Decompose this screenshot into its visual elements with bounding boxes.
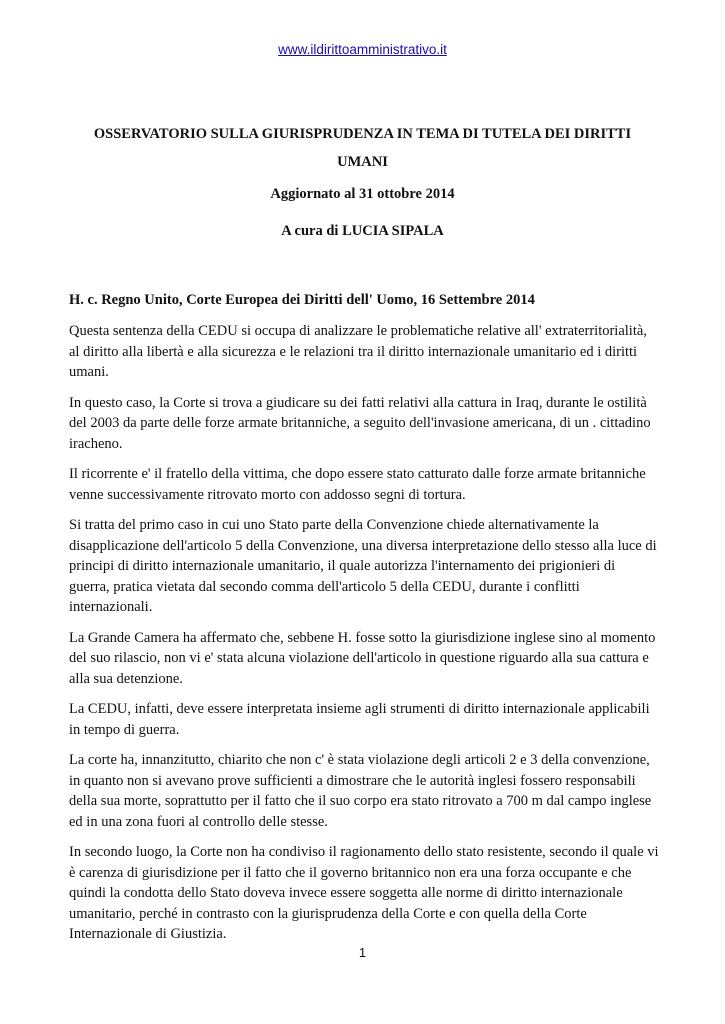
case-heading: H. c. Regno Unito, Corte Europea dei Diritti dell' Uomo, 16 Settembre 2014 [69,292,535,308]
updated-date: Aggiornato al 31 ottobre 2014 [270,186,455,202]
paragraph: Questa sentenza della CEDU si occupa di analizzare le problematiche relative all' extraterritorialità, al diritto alla libertà e alla sicurezza e le relazioni tra il diritto internazionale umanitario ed i diritti umani. [69,323,647,380]
paragraph: Il ricorrente e' il fratello della vittima, che dopo essere stato catturato dalle forze armate britanniche venne successivamente ritrovato morto con addosso segni di tortura. [69,466,646,503]
paragraph: In secondo luogo, la Corte non ha condiviso il ragionamento dello stato resistente, secondo il quale vi è carenza di giurisdizione per il fatto che il governo britannico non era una forza occupante e che quindi la condotta dello Stato doveva invece essere soggetta alle norme di diritto internazionale umanitario, perché in contrasto con la giurisprudenza della Corte e con quella della Corte Internazionale di Giustizia. [69,844,659,942]
paragraph: Si tratta del primo caso in cui uno Stato parte della Convenzione chiede alternativamente la disapplicazione dell'articolo 5 della Convenzione, una diversa interpretazione dello stesso alla luce di principi di diritto internazionale umanitario, il quale autorizza l'internamento dei prigionieri di guerra, pratica vietata dal secondo comma dell'articolo 5 della CEDU, durante i conflitti internazionali. [69,517,657,615]
page-number: 1 [358,945,367,960]
document-body [69,321,659,955]
paragraph: La Grande Camera ha affermato che, sebbene H. fosse sotto la giurisdizione inglese sino al momento del suo rilascio, non vi e' stata alcuna violazione dell'articolo in questione riguardo alla sua cattura e alla sua detenzione. [69,629,656,687]
paragraph: In questo caso, la Corte si trova a giudicare su dei fatti relativi alla cattura in Iraq, durante le ostilità del 2003 da parte delle forze armate britanniche, a seguito dell'invasione americana, di un . cittadino iracheno. [69,394,651,452]
paragraph: La CEDU, infatti, deve essere interpretata insieme agli strumenti di diritto internazionale applicabili in tempo di guerra. [69,701,650,738]
website-link[interactable]: www.ildirittoamministrativo.it [278,42,447,57]
document-title: OSSERVATORIO SULLA GIURISPRUDENZA IN TEMA DI TUTELA DEI DIRITTI UMANI [93,126,632,170]
curator-line: A cura di LUCIA SIPALA [281,223,444,239]
paragraph: La corte ha, innanzitutto, chiarito che non c' è stata violazione degli articoli 2 e 3 della convenzione, in quanto non si avevano prove sufficienti a dimostrare che le autorità inglesi fossero responsabili della sua morte, soprattutto per il fatto che il suo corpo era stato ritrovato a 700 m dal campo inglese ed in una zona fuori al controllo delle stesse. [69,752,652,830]
